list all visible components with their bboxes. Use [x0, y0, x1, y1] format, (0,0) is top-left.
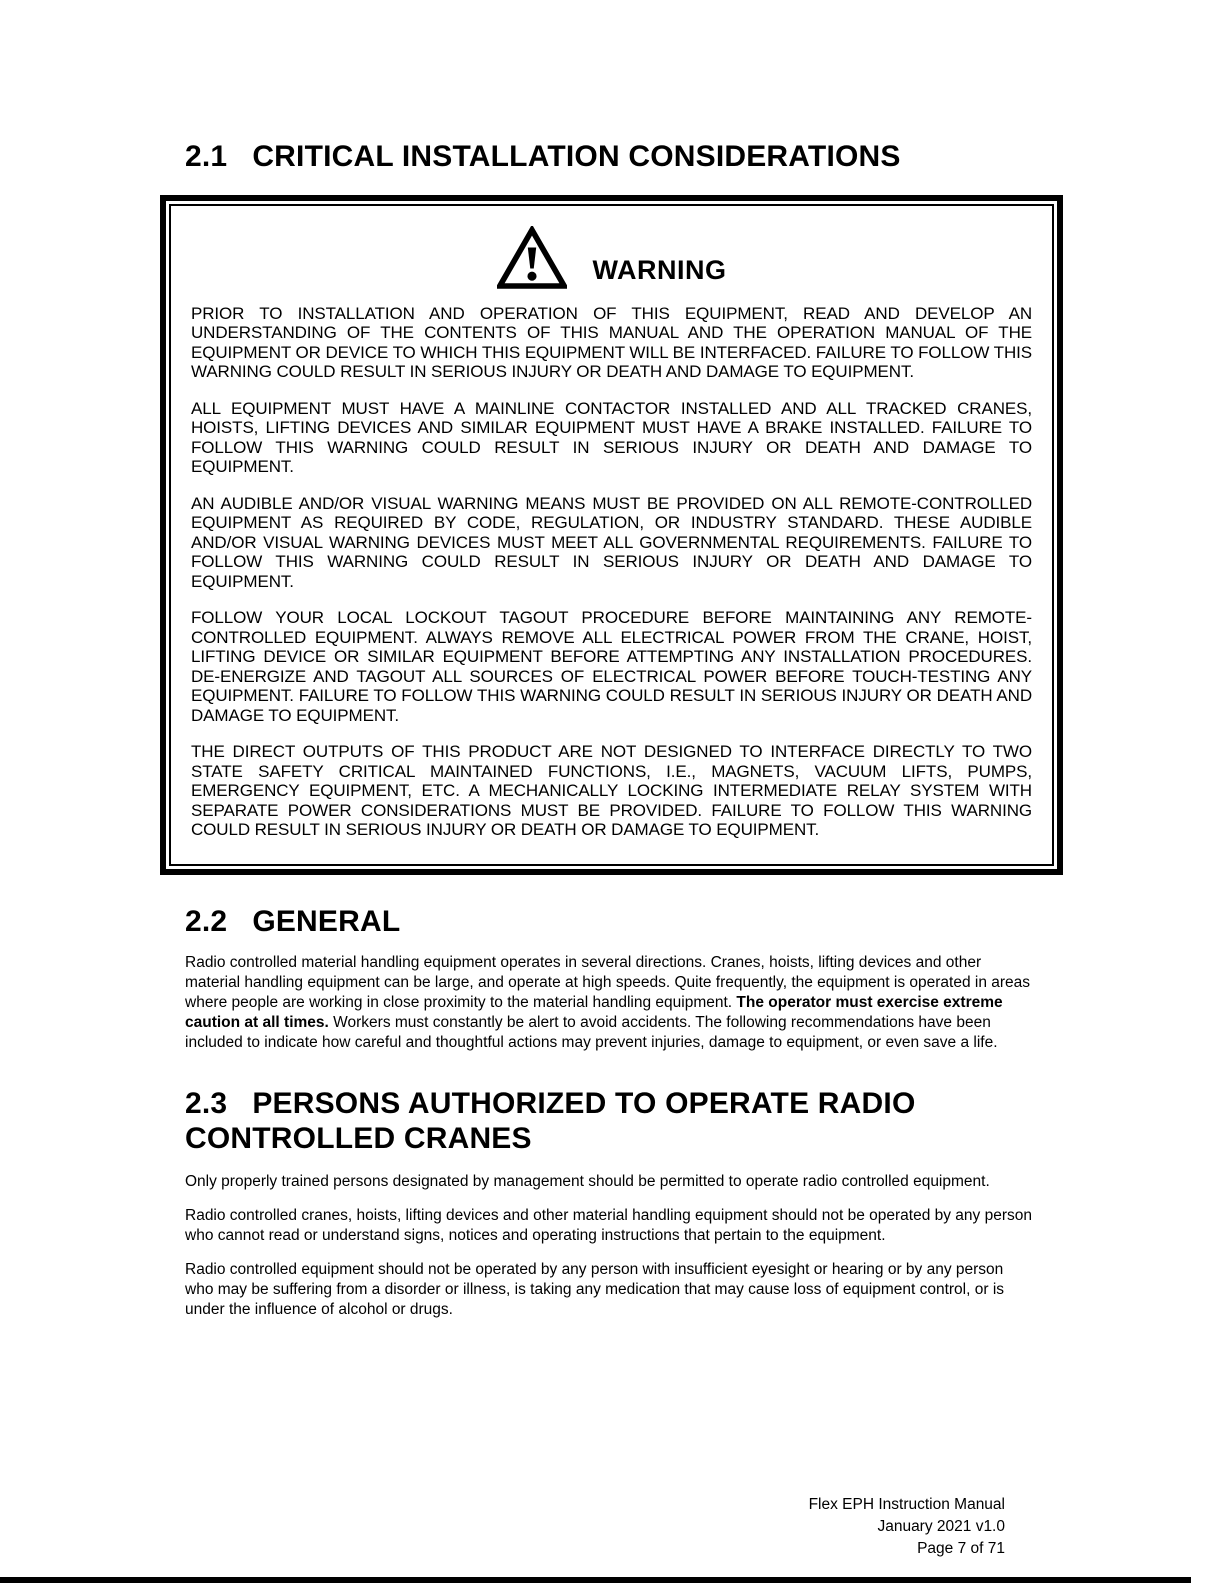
section-2-3-title: PERSONS AUTHORIZED TO OPERATE RADIO CONTROLLED CRANES — [185, 1087, 916, 1155]
warning-paragraph: PRIOR TO INSTALLATION AND OPERATION OF THIS EQUIPMENT, READ AND DEVELOP AN UNDERSTANDING OF THE CONTENTS OF THIS MANUAL AND THE OPERATION MANUAL OF THE EQUIPMENT OR DEVICE TO WHICH THIS EQUIPMENT WILL BE INTERFACED. FAILURE TO FOLLOW THIS WARNING COULD RESULT IN SERIOUS INJURY OR DEATH AND DAMAGE TO EQUIPMENT. — [191, 303, 1032, 381]
section-2-1-number: 2.1 — [185, 140, 228, 173]
page-footer — [809, 1494, 1005, 1560]
warning-header — [191, 226, 1032, 290]
section-2-2-paragraph — [185, 953, 1033, 1053]
warning-triangle-icon — [497, 226, 567, 290]
section-2-1-title: CRITICAL INSTALLATION CONSIDERATIONS — [252, 140, 901, 173]
warning-box — [160, 195, 1063, 875]
page-bottom-scan-edge — [0, 1577, 1191, 1583]
warning-paragraph: FOLLOW YOUR LOCAL LOCKOUT TAGOUT PROCEDURE BEFORE MAINTAINING ANY REMOTE-CONTROLLED EQUIPMENT. ALWAYS REMOVE ALL ELECTRICAL POWER FROM THE CRANE, HOIST, LIFTING DEVICE OR SIMILAR EQUIPMENT BEFORE ATTEMPTING ANY INSTALLATION PROCEDURES. DE-ENERGIZE AND TAGOUT ALL SOURCES OF ELECTRICAL POWER BEFORE TOUCH-TESTING ANY EQUIPMENT. FAILURE TO FOLLOW THIS WARNING COULD RESULT IN SERIOUS INJURY OR DEATH AND DAMAGE TO EQUIPMENT. — [191, 608, 1032, 725]
warning-paragraph: AN AUDIBLE AND/OR VISUAL WARNING MEANS MUST BE PROVIDED ON ALL REMOTE-CONTROLLED EQUIPMENT AS REQUIRED BY CODE, REGULATION, OR INDUSTRY STANDARD. THESE AUDIBLE AND/OR VISUAL WARNING DEVICES MUST MEET ALL GOVERNMENTAL REQUIREMENTS. FAILURE TO FOLLOW THIS WARNING COULD RESULT IN SERIOUS INJURY OR DEATH AND DAMAGE TO EQUIPMENT. — [191, 493, 1032, 591]
section-2-3-number: 2.3 — [185, 1087, 228, 1120]
warning-box-inner — [169, 204, 1054, 866]
section-2-3-paragraph: Radio controlled cranes, hoists, lifting devices and other material handling equipment should not be operated by any person who cannot read or understand signs, notices and operating instructions that pertain to the equipment. — [185, 1207, 1032, 1244]
section-2-2-heading — [185, 905, 1225, 940]
footer-page-number: Page 7 of 71 — [917, 1540, 1005, 1557]
section-2-3-paragraph: Only properly trained persons designated by management should be permitted to operate radio controlled equipment. — [185, 1173, 990, 1190]
section-2-3-heading — [185, 1087, 1065, 1156]
section-2-3-paragraph: Radio controlled equipment should not be operated by any person with insufficient eyesight or hearing or by any person who may be suffering from a disorder or illness, is taking any medication that may cause loss of equipment control, or is under the influence of alcohol or drugs. — [185, 1261, 1005, 1318]
warning-paragraph: THE DIRECT OUTPUTS OF THIS PRODUCT ARE NOT DESIGNED TO INTERFACE DIRECTLY TO TWO STATE SAFETY CRITICAL MAINTAINED FUNCTIONS, I.E., MAGNETS, VACUUM LIFTS, PUMPS, EMERGENCY EQUIPMENT, ETC. A MECHANICALLY LOCKING INTERMEDIATE RELAY SYSTEM WITH SEPARATE POWER CONSIDERATIONS MUST BE PROVIDED. FAILURE TO FOLLOW THIS WARNING COULD RESULT IN SERIOUS INJURY OR DEATH OR DAMAGE TO EQUIPMENT. — [191, 742, 1032, 839]
section-2-2-title: GENERAL — [252, 904, 401, 938]
paragraph-text: Radio controlled material handling equipment operates in several directions. Cranes, hoists, lifting devices and other material handling equipment can be large, and operate at high speeds. Quite frequently, the equipment is operated in areas where people are working in close proximity to the material handling equipment. — [185, 954, 1031, 1011]
section-2-1-heading — [185, 140, 1225, 175]
paragraph-text: Workers must constantly be alert to avoid accidents. The following recommendations have been included to indicate how careful and thoughtful actions may prevent injuries, damage to equipment, or even save a life. — [185, 1014, 998, 1051]
warning-paragraph: ALL EQUIPMENT MUST HAVE A MAINLINE CONTACTOR INSTALLED AND ALL TRACKED CRANES, HOISTS, LIFTING DEVICES AND SIMILAR EQUIPMENT MUST HAVE A BRAKE INSTALLED. FAILURE TO FOLLOW THIS WARNING COULD RESULT IN SERIOUS INJURY OR DEATH AND DAMAGE TO EQUIPMENT. — [191, 398, 1032, 476]
footer-version: January 2021 v1.0 — [877, 1518, 1005, 1535]
footer-manual-title: Flex EPH Instruction Manual — [808, 1496, 1005, 1513]
paragraph-bold-text: The operator must exercise extreme caution at all times. — [185, 994, 1003, 1031]
warning-label: WARNING — [592, 254, 727, 285]
section-2-2-number: 2.2 — [185, 904, 228, 938]
